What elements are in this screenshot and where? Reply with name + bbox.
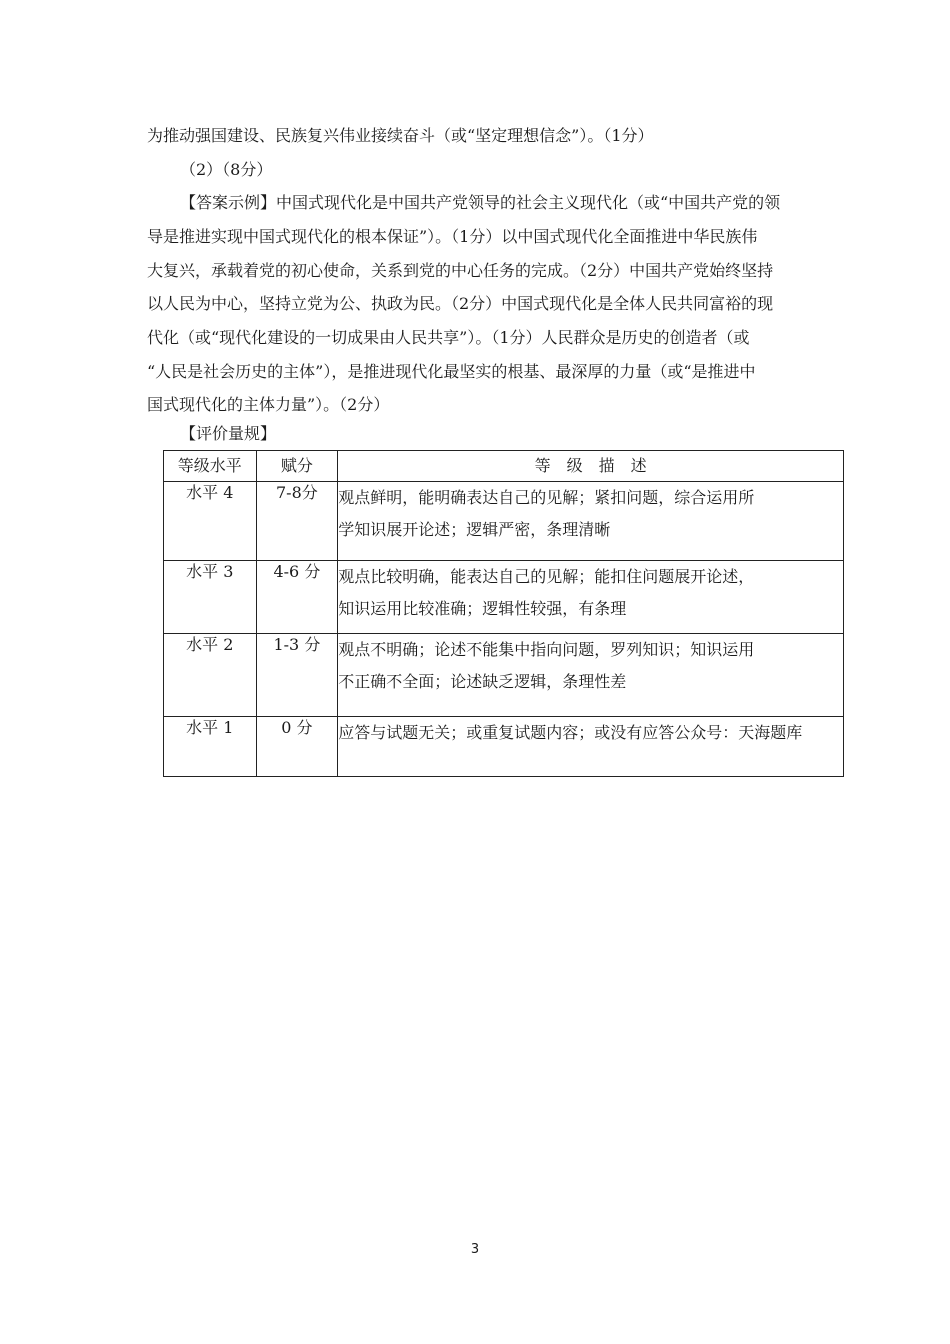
level-cell: 水平 1 (164, 717, 257, 777)
description-cell (338, 561, 844, 634)
answer-line-1: 为推动强国建设、民族复兴伟业接续奋斗（或“坚定理想信念”）。（1分） (147, 126, 654, 145)
header-level: 等级水平 (164, 451, 257, 482)
score-cell: 4-6 分 (256, 561, 338, 634)
header-description: 等 级 描 述 (338, 451, 844, 482)
level-cell: 水平 4 (164, 482, 257, 561)
description-cell (338, 482, 844, 561)
table-row (164, 634, 844, 717)
score-cell: 7-8分 (256, 482, 338, 561)
answer-line-8: “人民是社会历史的主体”），是推进现代化最坚实的根基、最深厚的力量（或“是推进中 (147, 362, 756, 381)
description-line: 知识运用比较准确；逻辑性较强，有条理 (338, 599, 627, 618)
description-line: 观点比较明确，能表达自己的见解；能扣住问题展开论述， (338, 567, 755, 586)
description-cell (338, 717, 844, 777)
answer-line-4: 导是推进实现中国式现代化的根本保证”）。（1分）以中国式现代化全面推进中华民族伟 (147, 227, 758, 246)
description-line: 应答与试题无关；或重复试题内容；或没有应答公众号：天海题库 (338, 723, 803, 742)
answer-line-3: 【答案示例】中国式现代化是中国共产党领导的社会主义现代化（或“中国共产党的领 (180, 193, 781, 212)
header-score: 赋分 (256, 451, 338, 482)
table-row (164, 482, 844, 561)
description-line: 学知识展开论述；逻辑严密，条理清晰 (338, 520, 611, 539)
answer-line-5: 大复兴，承载着党的初心使命，关系到党的中心任务的完成。（2分）中国共产党始终坚持 (147, 261, 774, 280)
page-number: 3 (470, 1242, 480, 1257)
description-line: 不正确不全面；论述缺乏逻辑，条理性差 (338, 672, 627, 691)
description-line: 观点鲜明，能明确表达自己的见解；紧扣问题，综合运用所 (338, 488, 755, 507)
answer-line-9: 国式现代化的主体力量”）。（2分） (147, 395, 390, 414)
answer-line-6: 以人民为中心，坚持立党为公、执政为民。（2分）中国式现代化是全体人民共同富裕的现 (147, 294, 774, 313)
rubric-table (163, 450, 844, 777)
level-cell: 水平 3 (164, 561, 257, 634)
answer-line-7: 代化（或“现代化建设的一切成果由人民共享”）。（1分）人民群众是历史的创造者（或 (147, 328, 750, 347)
table-header-row (164, 451, 844, 482)
question-label: （2）（8分） (180, 160, 273, 179)
level-cell: 水平 2 (164, 634, 257, 717)
score-cell: 0 分 (256, 717, 338, 777)
score-cell: 1-3 分 (256, 634, 338, 717)
rubric-title: 【评价量规】 (180, 424, 277, 443)
table-row (164, 717, 844, 777)
table-row (164, 561, 844, 634)
description-cell (338, 634, 844, 717)
description-line: 观点不明确；论述不能集中指向问题，罗列知识；知识运用 (338, 640, 755, 659)
